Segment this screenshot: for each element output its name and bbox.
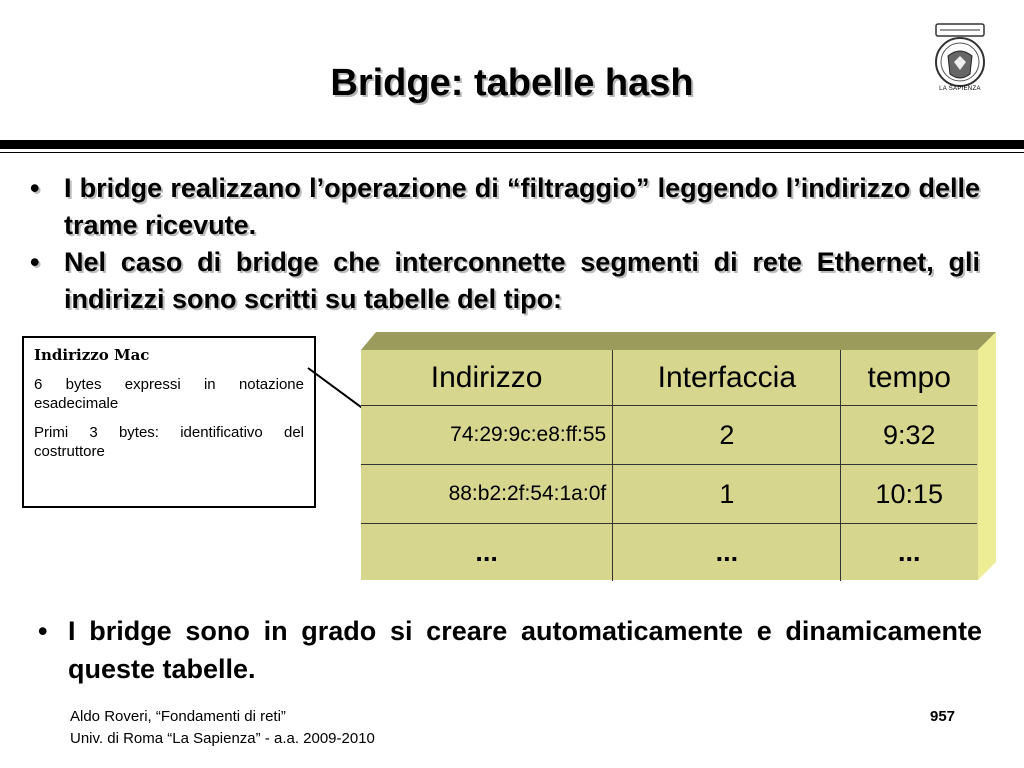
table-row: [361, 524, 977, 582]
title-divider-thin: [0, 152, 1024, 153]
table-side-face: [978, 332, 996, 580]
bullet-text: I bridge sono in grado si creare automaticamente e dinamicamente queste tabelle.: [68, 616, 982, 684]
table-header-row: [361, 350, 977, 406]
mac-address-table: [361, 350, 977, 581]
table-row: [361, 406, 977, 465]
slide-title: Bridge: tabelle hash: [330, 62, 694, 104]
bullet-text: Nel caso di bridge che interconnette segmenti di rete Ethernet, gli indirizzi sono scritti su tabelle del tipo:: [64, 247, 980, 314]
table-cell: 9:32: [841, 406, 977, 465]
callout-title: Indirizzo Mac: [34, 346, 150, 364]
university-seal-icon: [922, 20, 998, 96]
table-cell: 88:b2:2f:54:1a:0f: [361, 465, 613, 524]
logo-caption: LA SAPIENZA: [939, 86, 981, 92]
footer-credits: [70, 706, 375, 750]
footer-institution: Univ. di Roma “La Sapienza” - a.a. 2009-2010: [70, 730, 375, 747]
column-header: Indirizzo: [361, 350, 613, 406]
top-bullet-list: [30, 170, 980, 318]
callout-line: 6 bytes expressi in notazione esadecimale: [34, 376, 304, 412]
bullet-item: [30, 244, 980, 318]
bullet-marker: •: [30, 173, 40, 203]
table-cell: 10:15: [841, 465, 977, 524]
callout-line: Primi 3 bytes: identificativo del costruttore: [34, 424, 304, 460]
table-top-face: [361, 332, 996, 350]
table-cell: 1: [613, 465, 841, 524]
title-divider: [0, 140, 1024, 149]
bullet-text: I bridge realizzano l’operazione di “filtraggio” leggendo l’indirizzo delle trame ricevute.: [64, 173, 980, 240]
column-header: tempo: [841, 350, 977, 406]
bottom-bullet-list: [38, 612, 982, 688]
bullet-marker: •: [38, 616, 48, 646]
table-cell: 74:29:9c:e8:ff:55: [361, 406, 613, 465]
bullet-marker: •: [30, 247, 40, 277]
bullet-item: [38, 612, 982, 688]
table-cell: 2: [613, 406, 841, 465]
mac-address-callout: [22, 336, 316, 508]
table-cell: ...: [361, 524, 613, 582]
page-number: 957: [930, 708, 956, 725]
column-header: Interfaccia: [613, 350, 841, 406]
footer-author: Aldo Roveri, “Fondamenti di reti”: [70, 708, 286, 725]
table-row: [361, 465, 977, 524]
bullet-item: [30, 170, 980, 244]
table-cell: ...: [613, 524, 841, 582]
table-cell: ...: [897, 537, 921, 567]
